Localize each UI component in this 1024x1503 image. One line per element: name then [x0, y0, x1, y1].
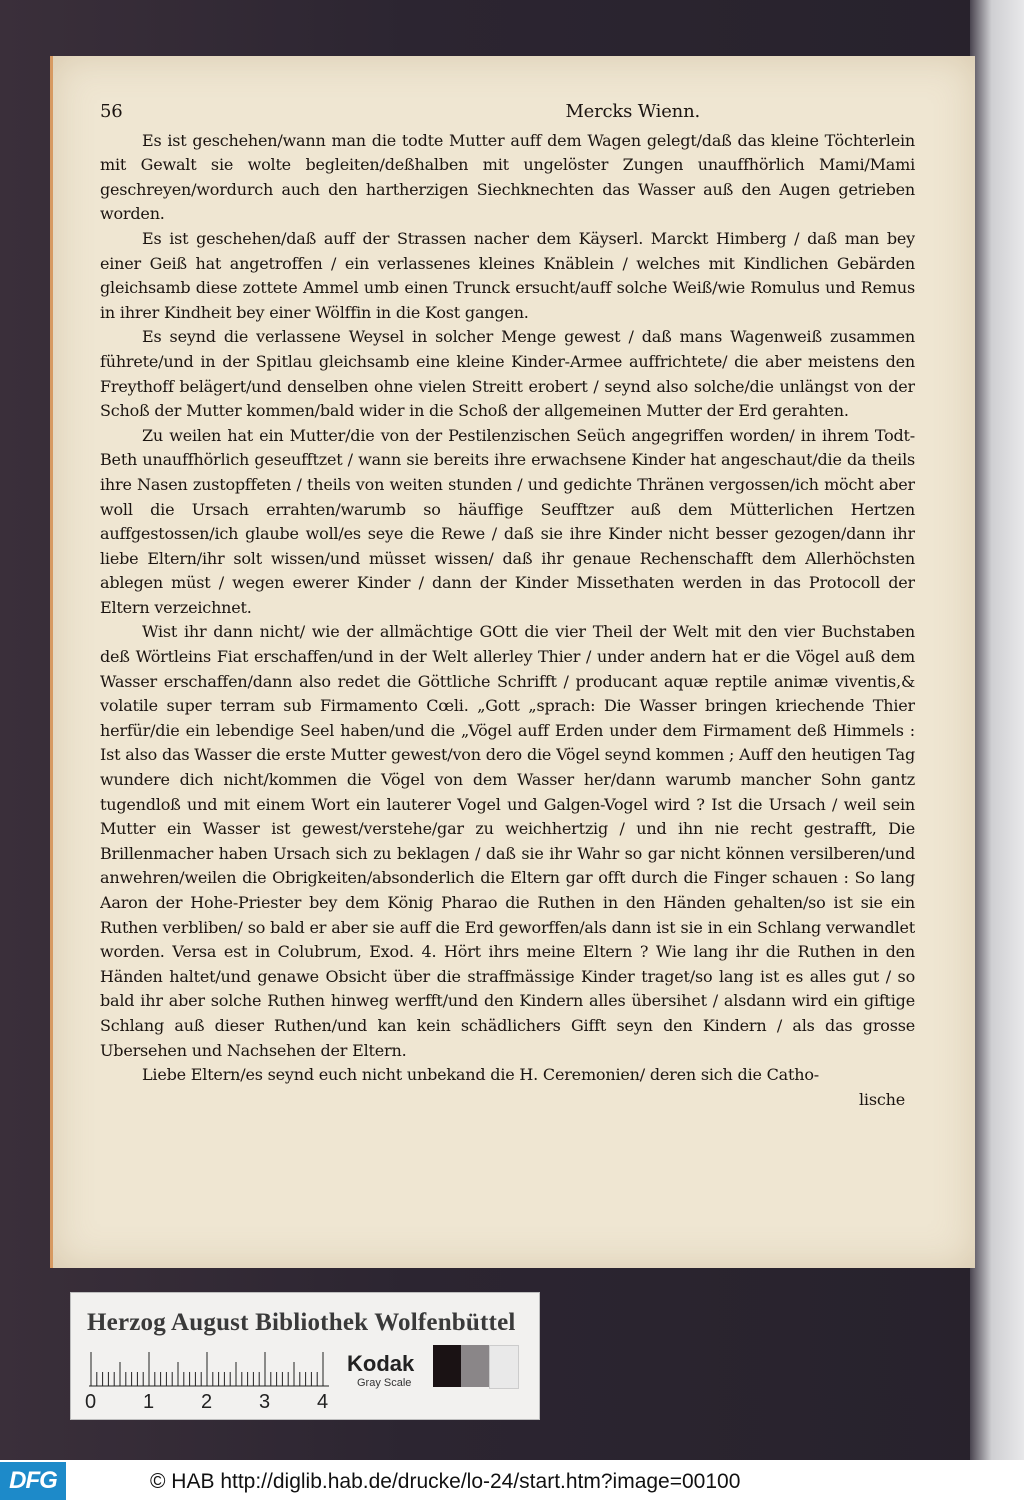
body-text	[100, 129, 915, 1088]
paragraph: Es ist geschehen/wann man die todte Mutter auff dem Wagen gelegt/daß das kleine Töchterlein mit Gewalt sie wolte begleiten/deßhalben mit ungelöster Zungen unauffhörlich Mami/Mami geschreyen/wordurch auch den hartherzigen Siechknechten das Wasser auß den Augen getrieben worden.	[100, 130, 915, 224]
page-text	[100, 100, 915, 1190]
ruler	[89, 1351, 329, 1387]
page-number: 56	[100, 101, 123, 122]
ruler-number: 0	[85, 1391, 97, 1413]
page-header	[100, 100, 700, 125]
color-calibration-card	[70, 1292, 540, 1420]
running-head: Mercks Wienn.	[565, 101, 700, 122]
swatch-light	[489, 1345, 519, 1389]
dfg-logo-text: DFG	[9, 1467, 57, 1494]
catchword: lische	[859, 1089, 905, 1109]
kodak-logo: Kodak	[347, 1351, 415, 1376]
paragraph: Liebe Eltern/es seynd euch nicht unbekand die H. Ceremonien/ deren sich die Catho-	[142, 1065, 819, 1085]
card-title: Herzog August Bibliothek Wolfenbüttel	[87, 1309, 516, 1336]
ruler-number: 3	[259, 1391, 271, 1413]
ruler-number: 1	[143, 1391, 155, 1413]
scan-edge	[970, 0, 1024, 1460]
dfg-logo[interactable]	[0, 1462, 66, 1500]
ruler-number: 2	[201, 1391, 213, 1413]
paragraph: Es seynd die verlassene Weysel in solcher Menge gewest / daß mans Wagenweiß zusammen führete/und in der Spitlau gleichsamb eine kleine Kinder-Armee auffrichtete/ die aber meistens den Freythoff belägert/und denselben ohne vielen Streitt erobert / seynd also solche/die unlängst von der Schoß der Mutter kommen/bald wider in die Schoß der allgemeinen Mutter der Erd gerahten.	[100, 327, 915, 421]
kodak-subtitle: Gray Scale	[357, 1377, 412, 1389]
swatch-dark	[433, 1345, 461, 1387]
paragraph: Wist ihr dann nicht/ wie der allmächtige GOtt die vier Theil der Welt mit den vier Buchstaben deß Wörtleins Fiat erschaffen/und in der Welt allerley Thier / under andern hat er die Vögel auß dem Wasser erschaffen/dann also redet die Göttliche Schrifft / producant aquæ reptile animæ viventis,& volatile super terram sub Firmamento Cœli. „Gott „sprach: Die Wasser bringen kriechende Thier herfür/die ein lebendige Seel haben/und die „Vögel auff Erden under dem Firmament deß Himmels : Ist also das Wasser die erste Mutter gewest/von dero die Vögel seynd kommen ; Auff den heutigen Tag wundere dich nicht/kommen die Vögel von dem Wasser her/dann warumb mancher Sohn gantz tugendloß und mit einem Wort ein lauterer Vogel und Galgen-Vogel wird ? Ist die Ursach / weil sein Mutter ein Wasser ist gewest/verstehe/gar zu weichhertzig / und ihn nie recht gestrafft, Die Brillenmacher haben Ursach sich zu beklagen / daß sie ihr Wahr so gar nicht können versilberen/und anwehren/weilen die Obrigkeiten/absonderlich die Eltern gar offt durch die Finger schauen : So lang Aaron der Hohe-Priester bey dem König Pharao die Ruthen in den Händen gehalten/so ist sie ein Ruthen verbliben/ so bald er aber sie auff die Erd geworffen/als dann ist sie in ein Schlang verwandlet worden. Versa est in Colubrum, Exod. 4. Hört ihrs meine Eltern ? Wie lang ihr die Ruthen in den Händen haltet/und genawe Obsicht über die straffmässige Kinder traget/so lang ist es alles gut / so bald ihr aber solche Ruthen hinweg werfft/und den Kindern alles übersihet / alsdann wird ein giftige Schlang auß dieser Ruthen/und kan kein schädlichers Gifft seyn den Kindern / als das grosse Ubersehen und Nachsehen der Eltern.	[100, 622, 915, 1060]
paragraph: Zu weilen hat ein Mutter/die von der Pestilenzischen Seüch angegriffen worden/ in ihrem Todt-Beth unauffhörlich geseufftzet / wann sie bereits ihre erwachsene Kinder hat angeschaut/die da theils ihre Nasen zustopffeten / theils von weiten stunden / und gedichte Thränen vergossen/ich möcht aber woll die Ursach errahten/warumb so häuffige Seufftzer auß dem Mütterlichen Hertzen auffgestossen/ich glaube woll/es seye die Rewe / daß sie ihre Kinder nicht besser gezogen/dann ihr liebe Eltern/ihr solt wissen/und müsset wissen/ daß ihr genaue Rechenschafft dem Allerhöchsten ablegen müst / wegen ewerer Kinder / dann der Kinder Missethaten werden in das Protocoll der Eltern verzeichnet.	[100, 425, 915, 617]
footer-credit-link[interactable]: © HAB http://diglib.hab.de/drucke/lo-24/start.htm?image=00100	[150, 1470, 741, 1493]
paragraph: Es ist geschehen/daß auff der Strassen nacher dem Käyserl. Marckt Himberg / daß man bey einer Geiß hat angetroffen / ein verlassenes kleines Knäblein / welches mit Kindlichen Gebärden gleichsamb diese zottete Ammel umb einen Trunck ersucht/auff solche Weiß/wie Romulus und Remus in ihrer Kindheit bey einer Wölffin in die Kost gangen.	[100, 228, 915, 322]
ruler-number: 4	[317, 1391, 329, 1413]
swatch-mid	[461, 1345, 489, 1387]
